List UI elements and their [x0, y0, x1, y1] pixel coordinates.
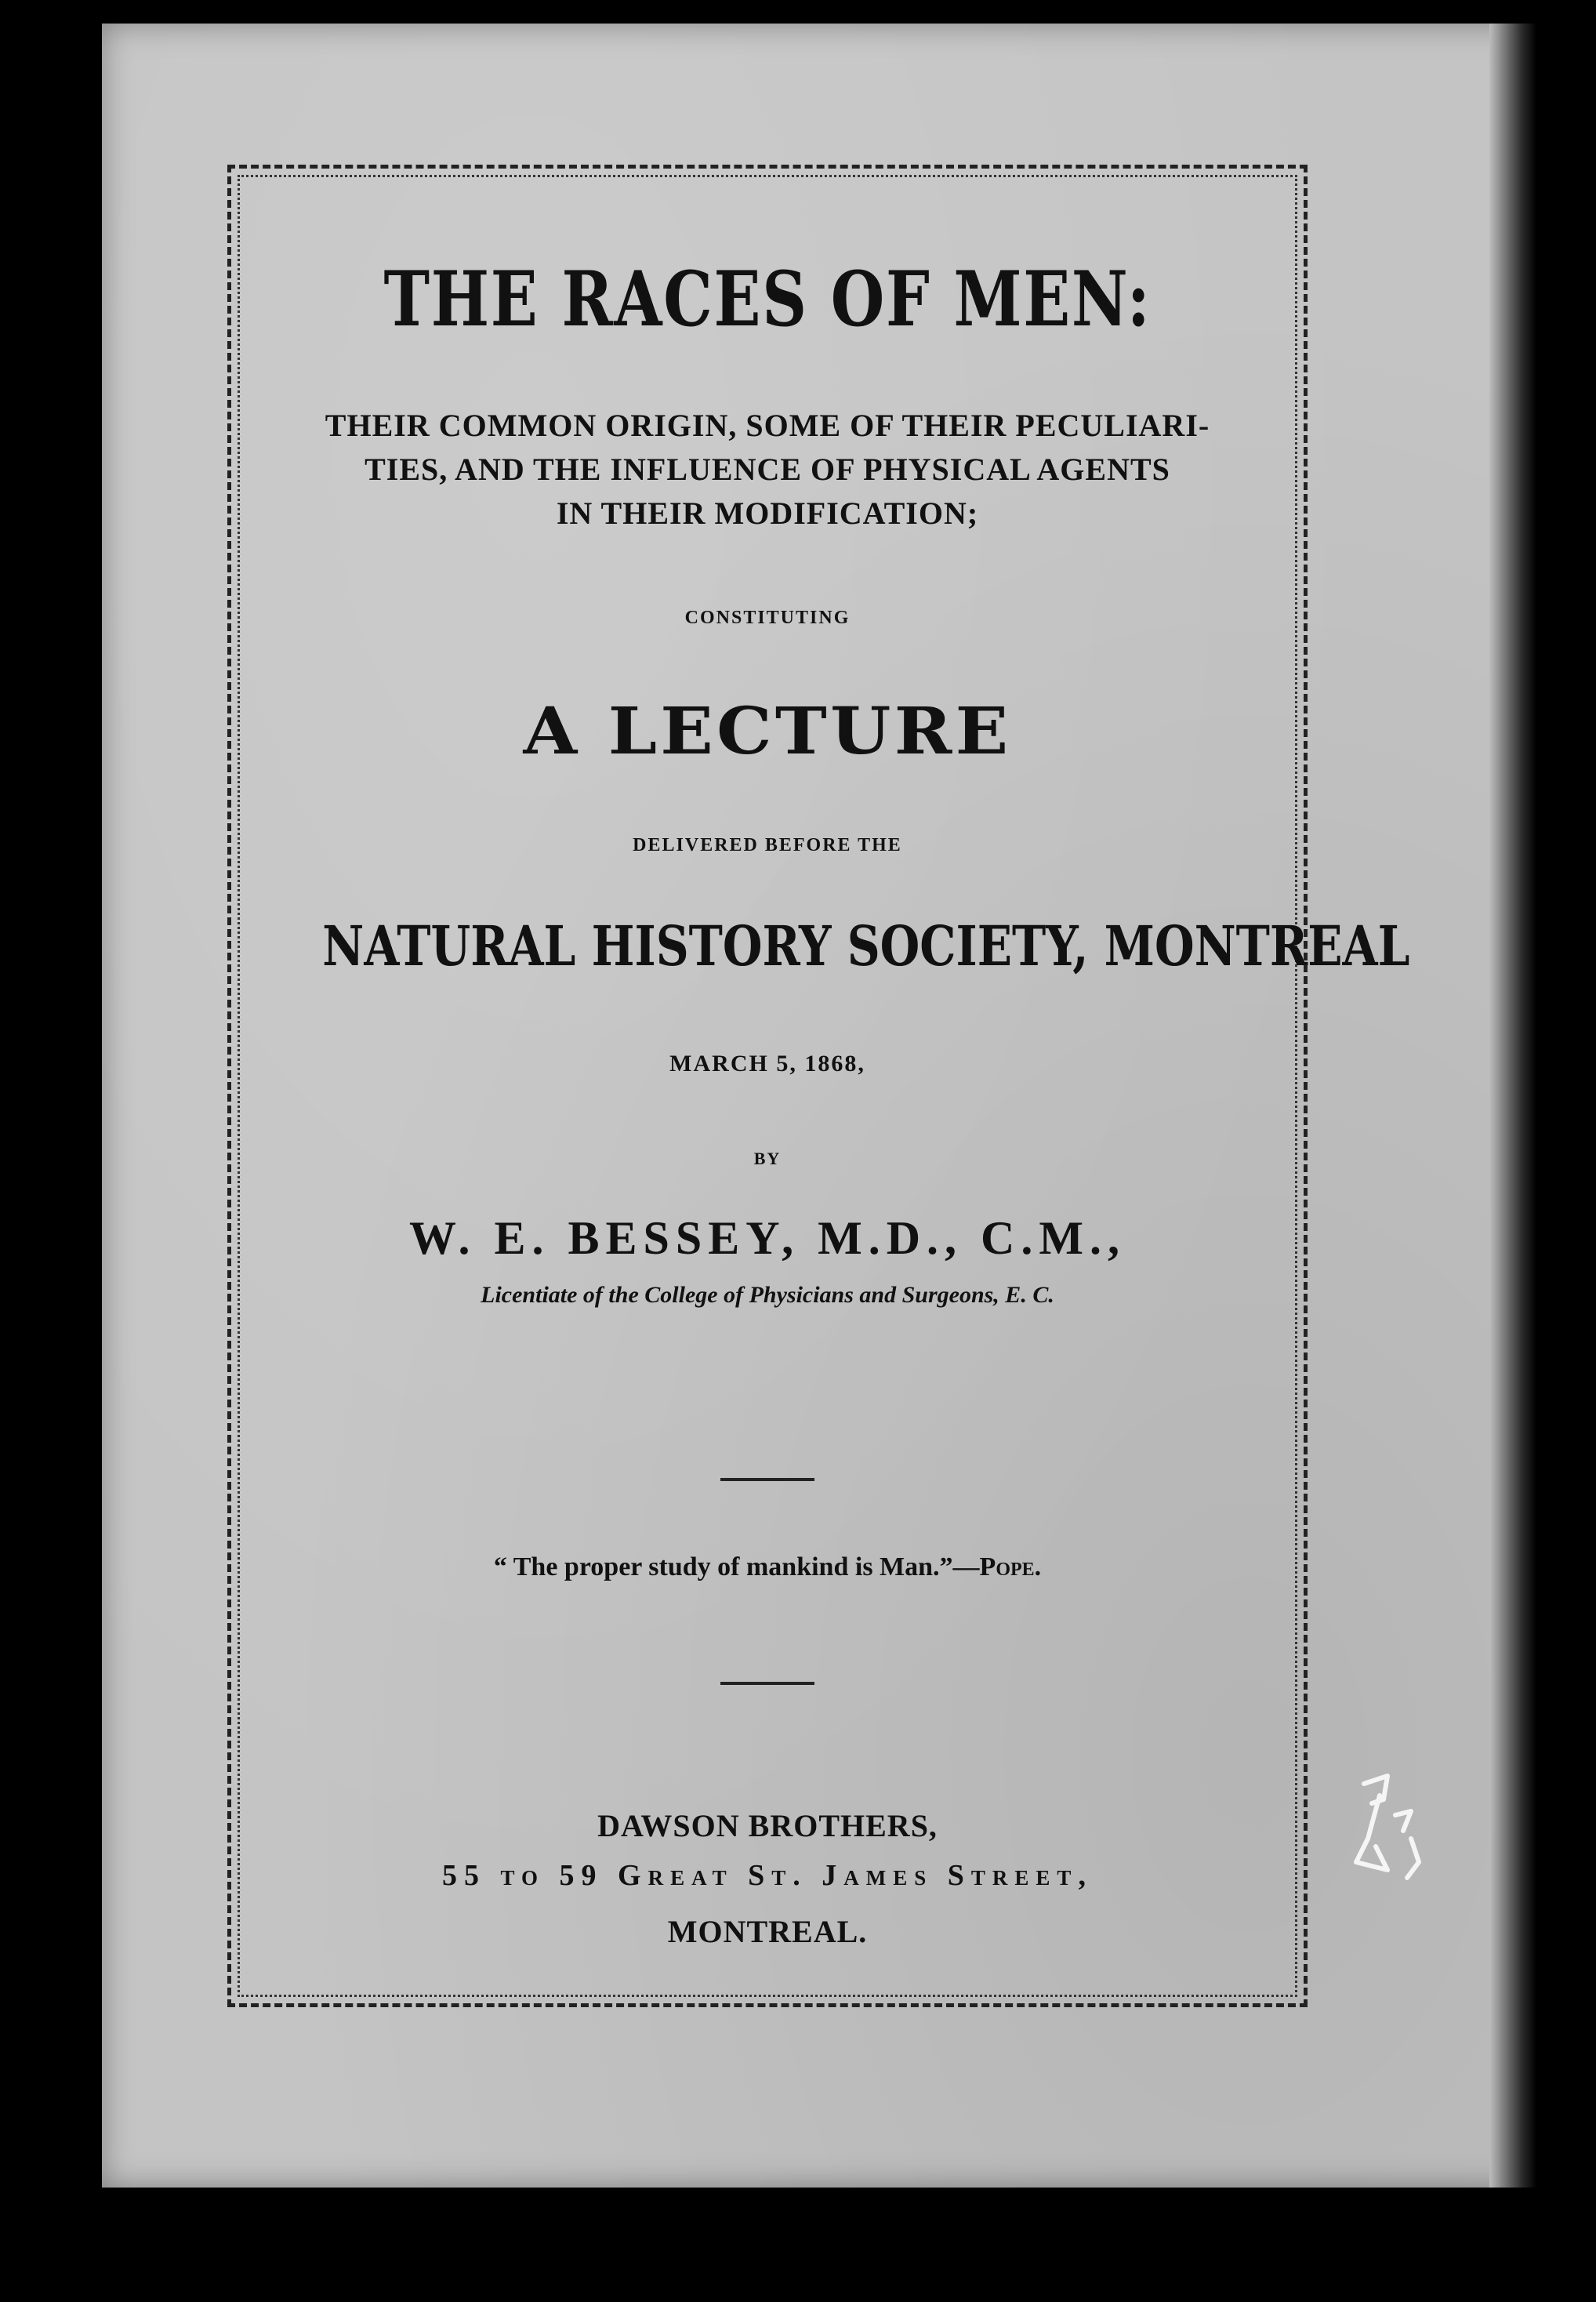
epigraph-quote	[231, 1552, 1304, 1582]
by-label: BY	[753, 1149, 782, 1168]
cover-page	[102, 24, 1536, 2188]
subtitle-line-3: IN THEIR MODIFICATION;	[556, 496, 979, 531]
society-name: NATURAL HISTORY SOCIETY, MONTREAL	[322, 913, 1410, 979]
decorative-border	[227, 165, 1410, 2007]
lecture-date: MARCH 5, 1868,	[669, 1051, 865, 1077]
constituting-label: CONSTITUTING	[684, 608, 851, 628]
page-spine-shadow	[1489, 24, 1536, 2188]
divider-rule-top	[720, 1478, 814, 1481]
quote-attribution: Pope.	[979, 1552, 1042, 1581]
publisher-city: MONTREAL.	[667, 1914, 868, 1949]
delivered-before-label: DELIVERED BEFORE THE	[633, 835, 902, 855]
book-title: THE RACES OF MEN:	[383, 255, 1152, 343]
book-subtitle	[231, 404, 1304, 536]
lecture-heading: A LECTURE	[523, 694, 1012, 769]
cover-content	[231, 169, 1410, 2003]
publisher-name: DAWSON BROTHERS,	[597, 1808, 938, 1843]
publisher-address: 55 to 59 Great St. James Street,	[442, 1859, 1093, 1892]
subtitle-line-1: THEIR COMMON ORIGIN, SOME OF THEIR PECULIARI-	[325, 408, 1210, 443]
author-name: W. E. BESSEY, M.D., C.M.,	[408, 1212, 1126, 1264]
handwritten-library-mark-icon	[1340, 1768, 1435, 1886]
subtitle-line-2: TIES, AND THE INFLUENCE OF PHYSICAL AGENTS	[365, 452, 1170, 487]
quote-text: “ The proper study of mankind is Man.”—	[493, 1552, 980, 1581]
author-credentials: Licentiate of the College of Physicians and Surgeons, E. C.	[481, 1282, 1054, 1308]
divider-rule-bottom	[720, 1682, 814, 1685]
